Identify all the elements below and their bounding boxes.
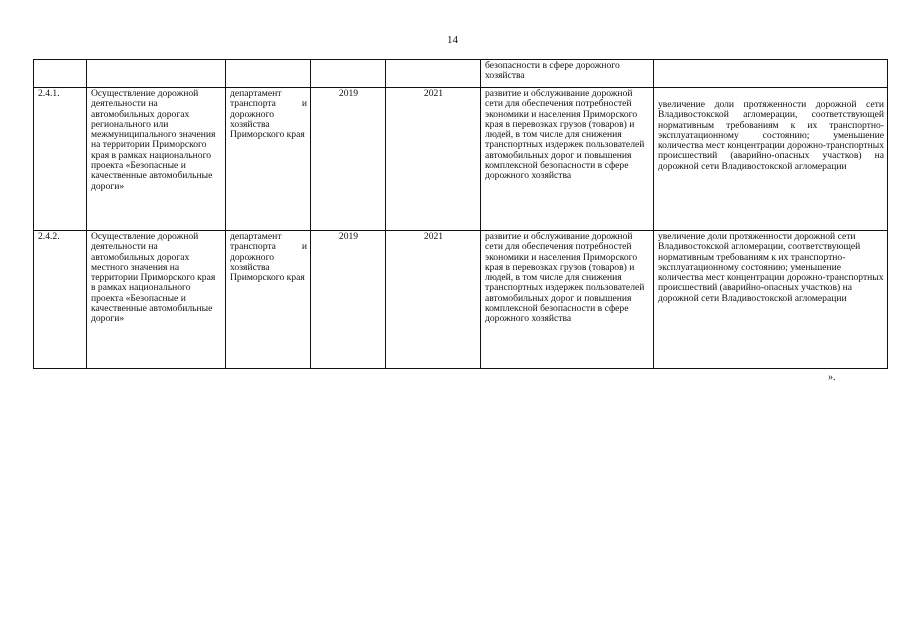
cell-num: 2.4.1.: [34, 88, 87, 231]
cell-indicator: [654, 60, 888, 88]
table-row: [34, 231, 888, 369]
measures-table: [33, 59, 888, 369]
cell-result: безопасности в сфере дорожного хозяйства: [481, 60, 654, 88]
cell-result: развитие и обслуживание дорожной сети для обеспечения потребностей экономики и населения Приморского края в перевозках грузов (товаров) и людей, в том числе для снижения транспортных издержек пользователей автомобильных дорог и повышения комплексной безопасности в сфере дорожного хозяйства: [481, 88, 654, 231]
cell-start-year: [311, 60, 386, 88]
cell-start-year: 2019: [311, 231, 386, 369]
cell-indicator: увеличение доли протяженности дорожной сети Владивостокской агломерации, соответствующей нормативным требованиям к их транспортно-эксплуатационному состоянию; уменьшение количества мест концентрации дорожно-транспортных происшествий (аварийно-опасных участков) на дорожной сети Владивостокской агломерации: [654, 231, 888, 369]
cell-measure: [87, 60, 226, 88]
cell-executor: [226, 60, 311, 88]
cell-measure: Осуществление дорожной деятельности на автомобильных дорогах местного значения на территории Приморского края в рамках национального проекта «Безопасные и качественные автомобильные дороги»: [87, 231, 226, 369]
cell-start-year: 2019: [311, 88, 386, 231]
cell-end-year: 2021: [386, 88, 481, 231]
cell-indicator: увеличение доли протяженности дорожной сети Владивостокской агломерации, соответствующей нормативным требованиям к их транспортно-эксплуатационному состоянию; уменьшение количества мест концентрации дорожно-транспортных происшествий (аварийно-опасных участков) на дорожной сети Владивостокской агломерации: [654, 88, 888, 231]
cell-result: развитие и обслуживание дорожной сети для обеспечения потребностей экономики и населения Приморского края в перевозках грузов (товаров) и людей, в том числе для снижения транспортных издержек пользователей автомобильных дорог и повышения комплексной безопасности в сфере дорожного хозяйства: [481, 231, 654, 369]
cell-executor: департамент транспорта и дорожного хозяйства Приморского края: [226, 231, 311, 369]
cell-end-year: 2021: [386, 231, 481, 369]
cell-executor: департамент транспорта и дорожного хозяйства Приморского края: [226, 88, 311, 231]
cell-num: [34, 60, 87, 88]
cell-measure: Осуществление дорожной деятельности на автомобильных дорогах регионального или межмуниципального значения на территории Приморского края в рамках национального проекта «Безопасные и качественные автомобильные дороги»: [87, 88, 226, 231]
table-row-continued: [34, 60, 888, 88]
cell-end-year: [386, 60, 481, 88]
page-number: 14: [447, 34, 458, 46]
table-row: [34, 88, 888, 231]
cell-num: 2.4.2.: [34, 231, 87, 369]
closing-quote-mark: ».: [828, 372, 836, 383]
